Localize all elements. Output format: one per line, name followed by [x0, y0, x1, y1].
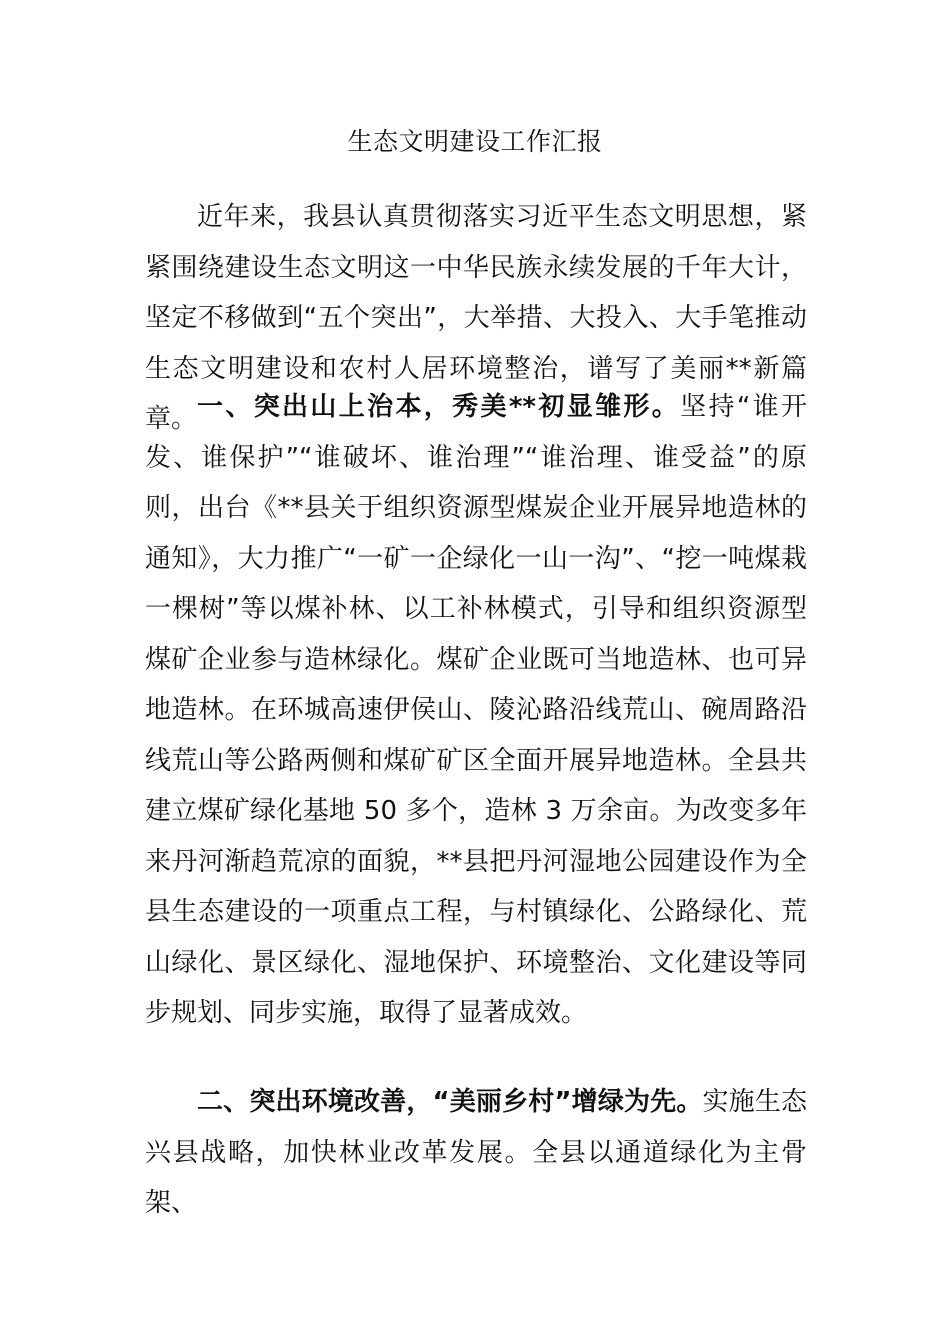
paragraph-section-2 — [145, 1077, 807, 1229]
paragraph-intro-text: 近年来，我县认真贯彻落实习近平生态文明思想，紧紧围绕建设生态文明这一中华民族永续发展的千年大计，坚定不移做到“五个突出”，大举措、大投入、大手笔推动生态文明建设和农村人居环境整治，谱写了美丽**新篇章。 — [145, 202, 807, 434]
section-1-text: 坚持“谁开发、谁保护”“谁破坏、谁治理”“谁治理、谁受益”的原则，出台《**县关于组织资源型煤炭企业开展异地造林的通知》，大力推广“一矿一企绿化一山一沟”、“挖一吨煤栽一棵树”等以煤补林、以工补林模式，引导和组织资源型煤矿企业参与造林绿化。煤矿企业既可当地造林、也可异地造林。在环城高速伊侯山、陵沁路沿线荒山、碗周路沿线荒山等公路两侧和煤矿矿区全面开展异地造林。全县共建立煤矿绿化基地 50 多个，造林 3 万余亩。为改变多年来丹河渐趋荒凉的面貌，**县把丹河湿地公园建设作为全县生态建设的一项重点工程，与村镇绿化、公路绿化、荒山绿化、景区绿化、湿地保护、环境整治、文化建设等同步规划、同步实施，取得了显著成效。 — [145, 392, 807, 1028]
section-2-heading: 二、突出环境改善，“美丽乡村”增绿为先。 — [197, 1087, 703, 1117]
document-title: 生态文明建设工作汇报 — [347, 127, 603, 156]
section-2-text: 实施生态兴县战略，加快林业改革发展。全县以通道绿化为主骨架、 — [145, 1087, 807, 1218]
section-1-heading: 一、突出山上治本，秀美**初显雏形。 — [197, 392, 681, 422]
paragraph-section-1 — [145, 382, 807, 1039]
